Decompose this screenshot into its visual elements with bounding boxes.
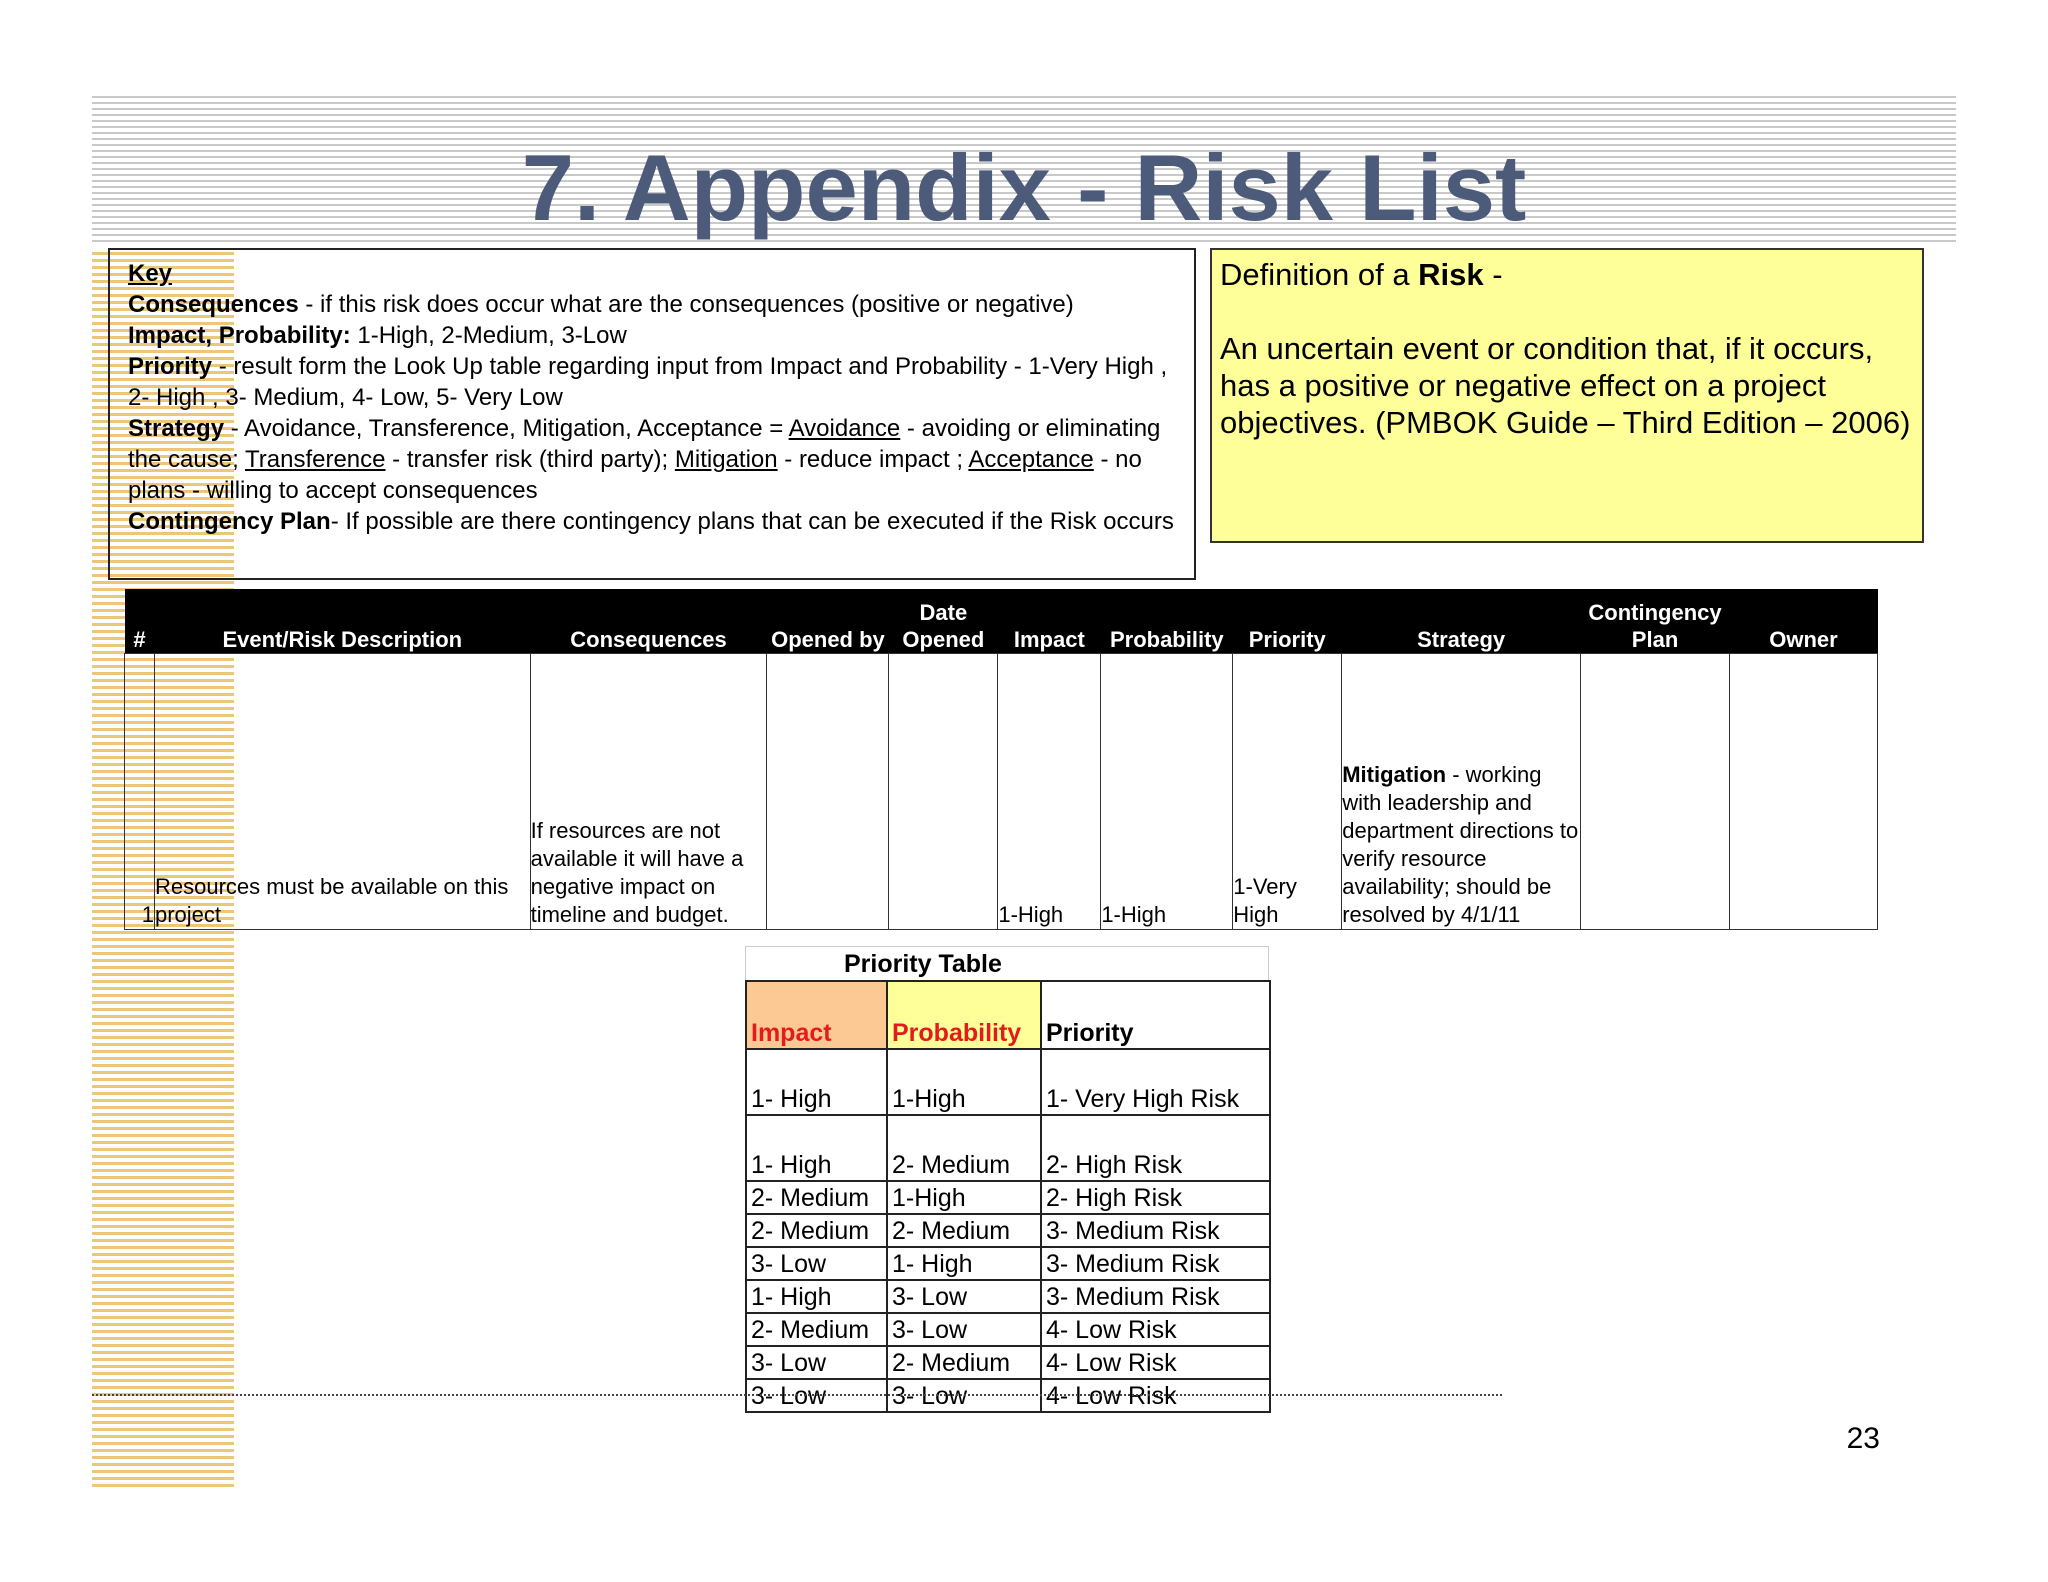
col-header-strategy: Strategy [1342, 589, 1581, 653]
priority-header-priority: Priority [1041, 981, 1270, 1049]
priority-probability-cell: 1-High [887, 1049, 1041, 1115]
priority-impact-cell: 1- High [746, 1115, 887, 1181]
priority-probability-cell: 2- Medium [887, 1214, 1041, 1247]
col-header-consequences: Consequences [530, 589, 767, 653]
priority-header-probability: Probability [887, 981, 1041, 1049]
slide-title: 7. Appendix - Risk List [521, 135, 1527, 240]
priority-impact-cell: 3- Low [746, 1379, 887, 1412]
priority-result-cell: 2- High Risk [1041, 1181, 1270, 1214]
col-header-date-opened: Date Opened [889, 589, 998, 653]
col-header-probability: Probability [1101, 589, 1233, 653]
key-priority: Priority - result form the Look Up table regarding input from Impact and Probability - 1-Very High , 2- High , 3- Medium, 4- Low, 5- Very Low [128, 353, 1168, 411]
definition-body: An uncertain event or condition that, if it occurs, has a positive or negative effect on a project objectives. (PMBOK Guide – Third Edition – 2006) [1220, 331, 1911, 440]
priority-impact-cell: 3- Low [746, 1247, 887, 1280]
priority-probability-cell: 1- High [887, 1247, 1041, 1280]
priority-impact-cell: 2- Medium [746, 1181, 887, 1214]
priority-probability-cell: 1-High [887, 1181, 1041, 1214]
footer-dotted-divider [92, 1394, 1502, 1396]
table-row [746, 1049, 1270, 1115]
col-header-description: Event/Risk Description [154, 589, 530, 653]
priority-table-caption: Priority Table [745, 946, 1269, 980]
risk-owner-cell [1730, 653, 1878, 929]
table-row [125, 653, 1878, 929]
table-row [746, 1214, 1270, 1247]
risk-contingency-cell [1581, 653, 1730, 929]
table-row [746, 1280, 1270, 1313]
priority-probability-cell: 2- Medium [887, 1115, 1041, 1181]
page-number: 23 [1846, 1422, 1880, 1455]
priority-impact-cell: 3- Low [746, 1346, 887, 1379]
priority-probability-cell: 3- Low [887, 1313, 1041, 1346]
key-strategy: Strategy - Avoidance, Transference, Mitigation, Acceptance = Avoidance - avoiding or eliminating the cause; Transference - transfer risk (third party); Mitigation - reduce impact ; Acceptance - no plans - willing to accept consequences [128, 415, 1161, 504]
priority-table [745, 980, 1271, 1413]
risk-table [124, 589, 1878, 930]
risk-strategy-cell: Mitigation - working with leadership and department directions to verify resource availability; should be resolved by 4/1/11 [1342, 653, 1581, 929]
table-row [746, 1313, 1270, 1346]
col-header-contingency-plan: Contingency Plan [1581, 589, 1730, 653]
priority-result-cell: 3- Medium Risk [1041, 1247, 1270, 1280]
priority-result-cell: 2- High Risk [1041, 1115, 1270, 1181]
col-header-owner: Owner [1730, 589, 1878, 653]
table-row [746, 1247, 1270, 1280]
priority-probability-cell: 3- Low [887, 1379, 1041, 1412]
key-consequences: Consequences - if this risk does occur what are the consequences (positive or negative) [128, 291, 1074, 318]
col-header-priority: Priority [1233, 589, 1342, 653]
risk-consequences-cell: If resources are not available it will have a negative impact on timeline and budget. [530, 653, 767, 929]
mitigation-term: Mitigation [674, 446, 778, 473]
key-impact-probability: Impact, Probability: 1-High, 2-Medium, 3-Low [128, 322, 627, 349]
avoidance-term: Avoidance [788, 415, 901, 442]
col-header-impact: Impact [998, 589, 1101, 653]
col-header-number: # [125, 589, 155, 653]
acceptance-term: Acceptance [968, 446, 1094, 473]
priority-impact-cell: 2- Medium [746, 1313, 887, 1346]
priority-header-impact: Impact [746, 981, 887, 1049]
definition-heading: Definition of a Risk - [1220, 257, 1503, 292]
priority-probability-cell: 2- Medium [887, 1346, 1041, 1379]
priority-impact-cell: 1- High [746, 1280, 887, 1313]
risk-date-opened-cell [889, 653, 998, 929]
priority-probability-cell: 3- Low [887, 1280, 1041, 1313]
key-box [108, 248, 1196, 580]
priority-result-cell: 4- Low Risk [1041, 1313, 1270, 1346]
priority-result-cell: 3- Medium Risk [1041, 1280, 1270, 1313]
risk-priority-cell: 1-Very High [1233, 653, 1342, 929]
transference-term: Transference [244, 446, 386, 473]
priority-result-cell: 4- Low Risk [1041, 1379, 1270, 1412]
risk-description-cell: Resources must be available on this project [154, 653, 530, 929]
priority-impact-cell: 1- High [746, 1049, 887, 1115]
priority-result-cell: 1- Very High Risk [1041, 1049, 1270, 1115]
risk-table-header [125, 589, 1878, 653]
table-row [746, 1181, 1270, 1214]
priority-impact-cell: 2- Medium [746, 1214, 887, 1247]
priority-table-header [746, 981, 1270, 1049]
key-heading: Key [128, 260, 173, 287]
table-row [746, 1346, 1270, 1379]
priority-result-cell: 3- Medium Risk [1041, 1214, 1270, 1247]
col-header-opened-by: Opened by [767, 589, 889, 653]
risk-impact-cell: 1-High [998, 653, 1101, 929]
definition-box [1210, 248, 1924, 543]
risk-opened-by-cell [767, 653, 889, 929]
risk-number-cell: 1 [125, 653, 155, 929]
key-contingency: Contingency Plan- If possible are there contingency plans that can be executed if the Risk occurs [128, 508, 1174, 535]
table-row [746, 1115, 1270, 1181]
risk-probability-cell: 1-High [1101, 653, 1233, 929]
priority-result-cell: 4- Low Risk [1041, 1346, 1270, 1379]
